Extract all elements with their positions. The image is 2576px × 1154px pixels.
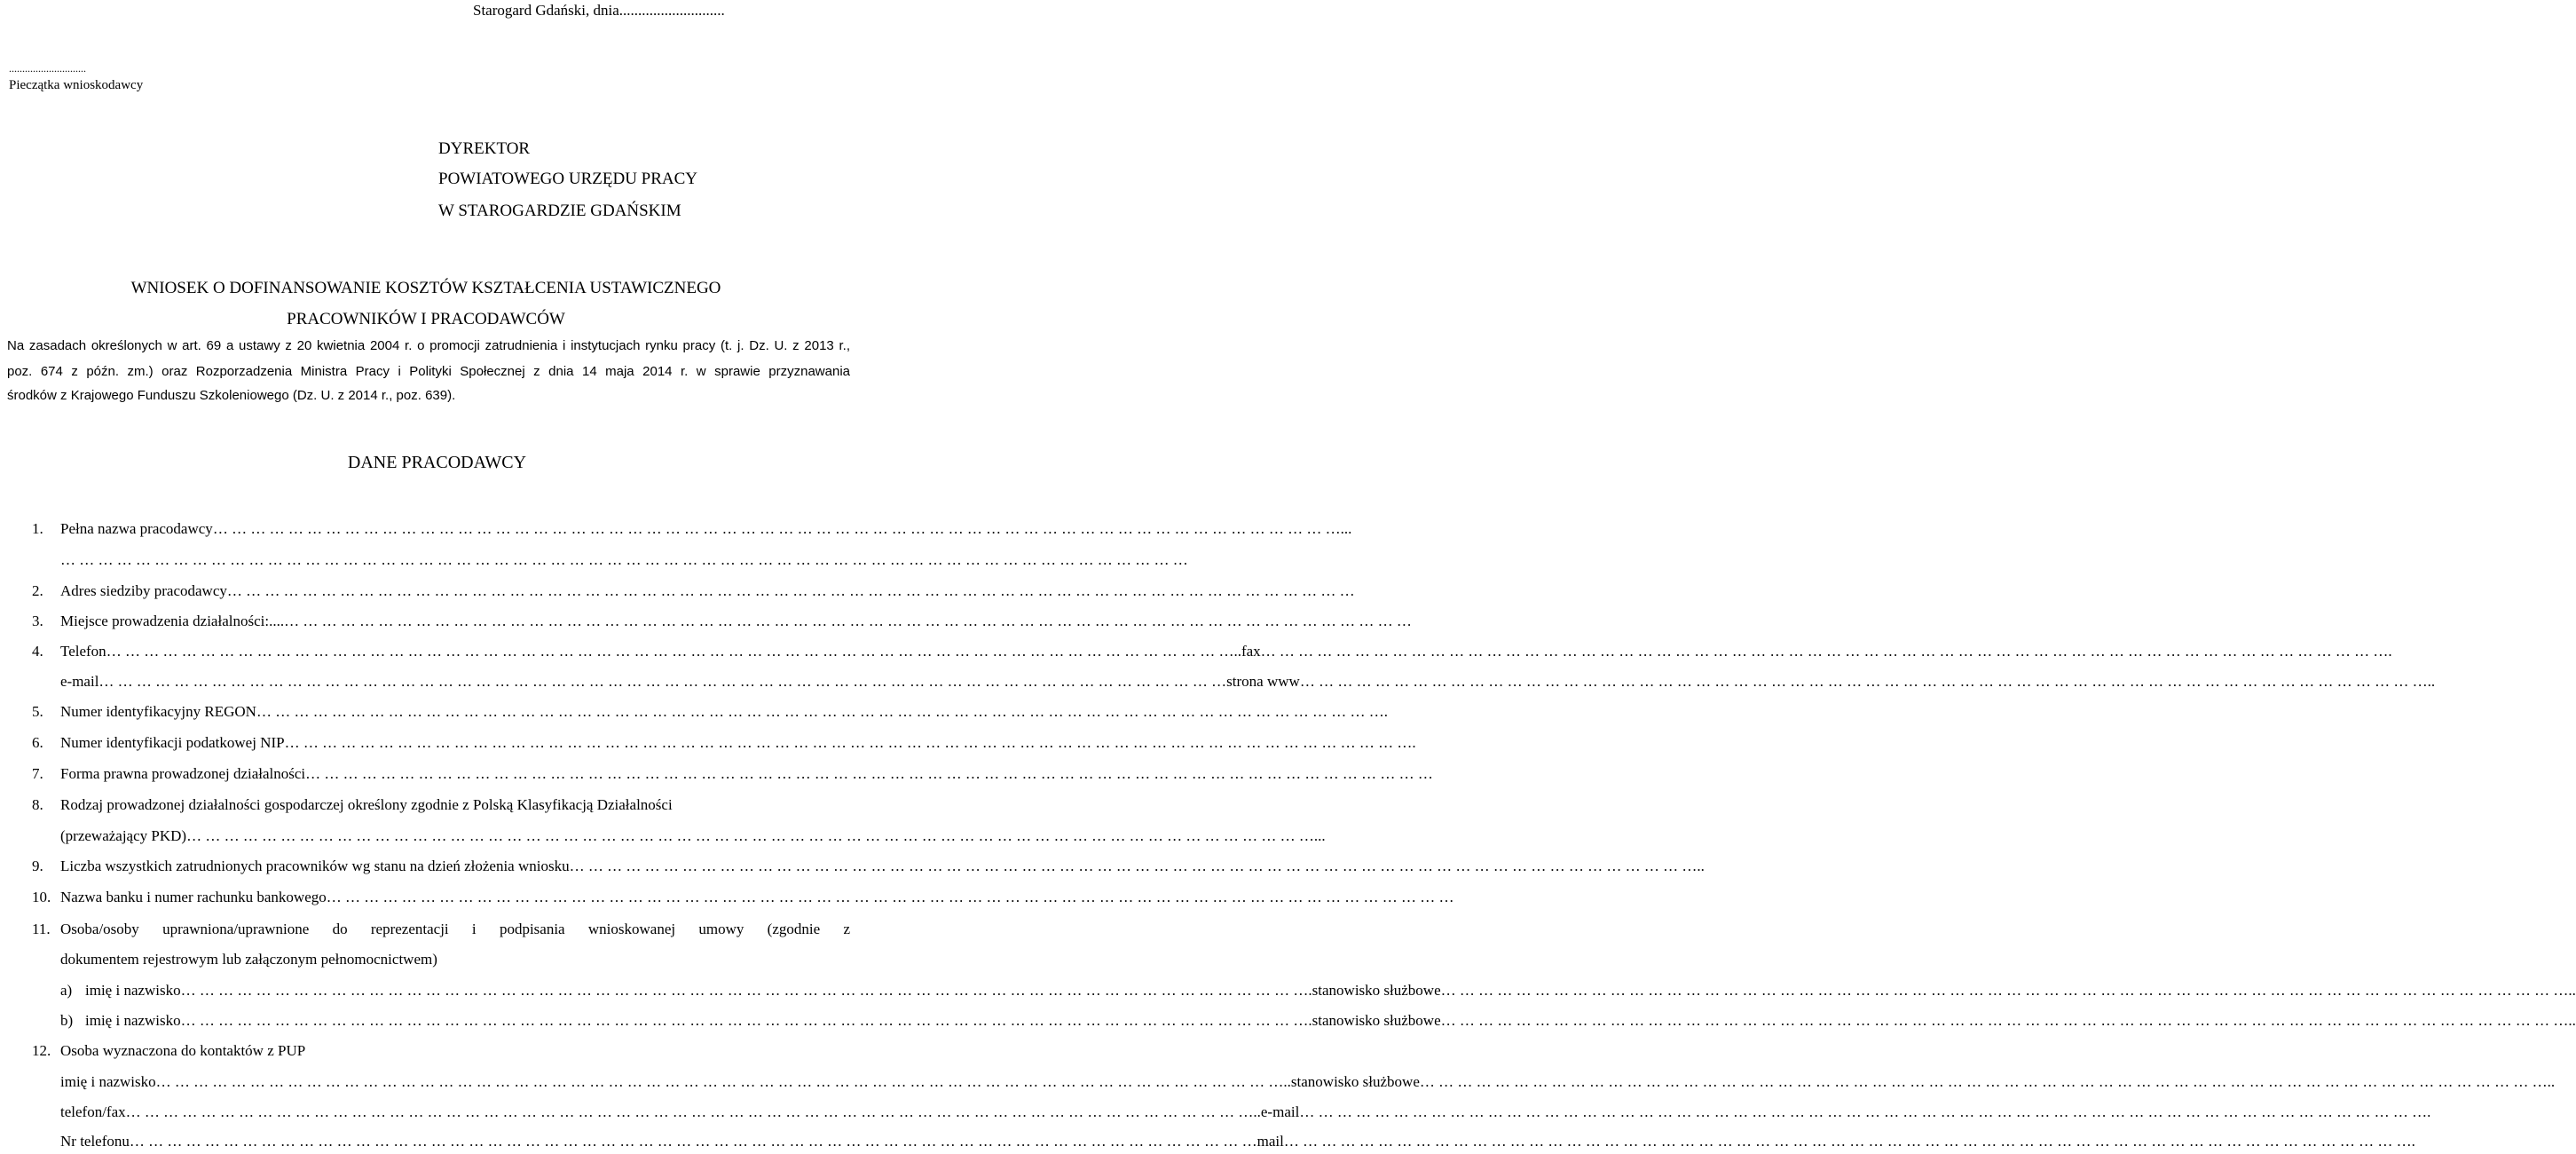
- addressee-line-3: W STAROGARDZIE GDAŃSKIM: [438, 202, 681, 220]
- field-legal-form[interactable]: [60, 765, 1433, 786]
- item-number-3: 3.: [32, 613, 43, 629]
- field-label-email: e-mail: [60, 673, 99, 690]
- field-end: ..: [2427, 673, 2436, 690]
- field-label-name: imię i nazwisko: [85, 1012, 181, 1029]
- field-label: (przeważający PKD): [60, 827, 187, 844]
- field-label-name: imię i nazwisko: [85, 982, 181, 999]
- field-employer-name-cont[interactable]: [60, 551, 1188, 573]
- fill-dots: … … … … … … … … … … … … … … … … … … … … … … … … … … … … … … … … … … … … … … … … … … … … … … … … … … … … … … … … … … … …: [1283, 1133, 2412, 1150]
- field-employee-count[interactable]: [60, 858, 1705, 879]
- field-label: Numer identyfikacji podatkowej NIP: [60, 734, 285, 751]
- field-end: ..: [2568, 982, 2576, 999]
- field-end: ..: [2547, 1073, 2556, 1090]
- list-marker-a: a): [60, 982, 73, 999]
- field-label: Miejsce prowadzenia działalności:....: [60, 613, 285, 629]
- fill-dots: … … … … … … … … … … … … … … … … … … … … … … … … … … … … … … … … … … … … … … … … … … … … … … … … … … … … … … … … … … … …: [284, 613, 1412, 629]
- field-label-phone-fax: telefon/fax: [60, 1103, 126, 1120]
- field-regon[interactable]: [60, 703, 1388, 724]
- fill-dots: … … … … … … … … … … … … … … … … … … … … … … … … … … … … … … … … … … … … … … … … … … … … … … … … … … … … … … … … … … … …: [226, 582, 1355, 599]
- field-label: Adres siedziby pracodawcy: [60, 582, 227, 599]
- stamp-label: Pieczątka wnioskodawcy: [9, 78, 144, 92]
- fill-dots: … … … … … … … … … … … … … … … … … … … … … … … … … … … … … … … … … … … … … … … … … … … … … … … … … … … … … … … … … … … …: [1260, 643, 2389, 660]
- field-end: .: [2411, 1133, 2415, 1150]
- list-marker-b: b): [60, 1012, 74, 1029]
- fill-dots: … … … … … … … … … … … … … … … … … … … … … … … … … … … … … … … … … … … … … … … … … … … … … … … … … … … … … … … … … … … …: [305, 765, 1433, 782]
- fill-dots: … … … … … … … … … … … … … … … … … … … … … … … … … … … … … … … … … … … … … … … … … … … … … … … … … … … … … … … … … … … …: [155, 1073, 1284, 1090]
- field-phone-fax[interactable]: [60, 643, 2392, 664]
- field-end: .: [1383, 703, 1388, 720]
- item-number-5: 5.: [32, 703, 43, 720]
- field-label-position: ..stanowisko służbowe: [1283, 1073, 1420, 1090]
- field-label-contact-person: Osoba wyznaczona do kontaktów z PUP: [60, 1042, 306, 1059]
- fill-dots: … … … … … … … … … … … … … … … … … … … … … … … … … … … … … … … … … … … … … … … … … … … … … … … … … … … … … … … … … … … …: [284, 734, 1413, 751]
- fill-dots: … … … … … … … … … … … … … … … … … … … … … … … … … … … … … … … … … … … … … … … … … … … … … … … … … … … … … … … … … … … …: [569, 858, 1698, 874]
- field-label-fax: ..fax: [1233, 643, 1261, 660]
- item-number-12: 12.: [32, 1042, 51, 1059]
- field-label: Numer identyfikacyjny REGON: [60, 703, 256, 720]
- field-business-location[interactable]: [60, 613, 1412, 634]
- field-label-www: strona www: [1226, 673, 1300, 690]
- field-label: Forma prawna prowadzonej działalności: [60, 765, 306, 782]
- place-and-date: Starogard Gdański, dnia............................: [473, 2, 725, 19]
- field-end: ..: [1697, 858, 1705, 874]
- fill-dots: … … … … … … … … … … … … … … … … … … … … … … … … … … … … … … … … … … … … … … … … … … … … … … … … … … … … … … … … … … … …: [129, 1133, 1257, 1150]
- field-bank-account[interactable]: [60, 889, 1454, 910]
- document-title-line-2: PRACOWNIKÓW I PRACODAWCÓW: [287, 310, 565, 328]
- field-label-email: ..e-mail: [1253, 1103, 1300, 1120]
- addressee-line-1: DYREKTOR: [438, 139, 531, 158]
- fill-dots: … … … … … … … … … … … … … … … … … … … … … … … … … … … … … … … … … … … … … … … … … … … … … … … … … … … … … … … … … … … …: [186, 827, 1314, 844]
- field-label-name: imię i nazwisko: [60, 1073, 156, 1090]
- section-title: DANE PRACODAWCY: [347, 453, 527, 472]
- item-number-11: 11.: [32, 921, 51, 937]
- addressee-line-2: POWIATOWEGO URZĘDU PRACY: [438, 170, 698, 188]
- field-end: .: [2427, 1103, 2431, 1120]
- field-label-phone-nr: Nr telefonu: [60, 1133, 130, 1150]
- item-number-2: 2.: [32, 582, 43, 599]
- field-label-pkd: Rodzaj prowadzonej działalności gospodarczej określony zgodnie z Polską Klasyfikacją Działalności: [60, 796, 673, 813]
- field-label-phone: Telefon: [60, 643, 106, 660]
- fill-dots: … … … … … … … … … … … … … … … … … … … … … … … … … … … … … … … … … … … … … … … … … … … … … … … … … … … … … … … … … … … …: [106, 643, 1234, 660]
- fill-dots: … … … … … … … … … … … … … … … … … … … … … … … … … … … … … … … … … … … … … … … … … … … … … … … … … … … … … … … … … … … …: [180, 982, 1309, 999]
- field-representative-a[interactable]: [85, 982, 2576, 1003]
- fill-dots: … … … … … … … … … … … … … … … … … … … … … … … … … … … … … … … … … … … … … … … … … … … … … … … … … … … … … … … … … … … …: [1419, 1073, 2548, 1090]
- fill-dots: … … … … … … … … … … … … … … … … … … … … … … … … … … … … … … … … … … … … … … … … … … … … … … … … … … … … … … … … … … … …: [125, 1103, 1254, 1120]
- item-number-8: 8.: [32, 796, 43, 813]
- fill-dots: … … … … … … … … … … … … … … … … … … … … … … … … … … … … … … … … … … … … … … … … … … … … … … … … … … … … … … … … … … … …: [1440, 1012, 2569, 1029]
- field-label: Nazwa banku i numer rachunku bankowego: [60, 889, 327, 905]
- fill-dots: … … … … … … … … … … … … … … … … … … … … … … … … … … … … … … … … … … … … … … … … … … … … … … … … … … … … … … … … … … … …: [180, 1012, 1309, 1029]
- field-contact-phone-email[interactable]: [60, 1103, 2431, 1125]
- field-label-position: .stanowisko służbowe: [1308, 982, 1441, 999]
- field-label: Liczba wszystkich zatrudnionych pracowników wg stanu na dzień złożenia wniosku: [60, 858, 570, 874]
- field-nip[interactable]: [60, 734, 1416, 755]
- item-number-1: 1.: [32, 520, 43, 537]
- field-label-representatives: Osoba/osoby uprawniona/uprawnione do reprezentacji i podpisania wnioskowanej umowy (zgodnie z: [60, 921, 850, 937]
- fill-dots: … … … … … … … … … … … … … … … … … … … … … … … … … … … … … … … … … … … … … … … … … … … … … … … … … … … … … … … … … … … …: [60, 551, 1188, 568]
- stamp-dots: .............................: [9, 62, 86, 75]
- field-contact-nr-mail[interactable]: [60, 1133, 2415, 1154]
- field-label: Pełna nazwa pracodawcy: [60, 520, 213, 537]
- legal-basis-line-2: poz. 674 z późn. zm.) oraz Rozporzadzenia Ministra Pracy i Polityki Społecznej z dnia 14 maja 2014 r. w sprawie przyznawania: [7, 364, 850, 379]
- fill-dots: … … … … … … … … … … … … … … … … … … … … … … … … … … … … … … … … … … … … … … … … … … … … … … … … … … … … … … … … … … … …: [256, 703, 1384, 720]
- fill-dots: … … … … … … … … … … … … … … … … … … … … … … … … … … … … … … … … … … … … … … … … … … … … … … … … … … … … … … … … … … … …: [1299, 1103, 2428, 1120]
- field-employer-name[interactable]: [60, 520, 1352, 541]
- field-pkd[interactable]: [60, 827, 1326, 849]
- field-end: ..: [2568, 1012, 2576, 1029]
- field-contact-name-position[interactable]: [60, 1073, 2556, 1095]
- fill-dots: … … … … … … … … … … … … … … … … … … … … … … … … … … … … … … … … … … … … … … … … … … … … … … … … … … … … … … … … … … … …: [98, 673, 1227, 690]
- item-number-9: 9.: [32, 858, 43, 874]
- fill-dots: … … … … … … … … … … … … … … … … … … … … … … … … … … … … … … … … … … … … … … … … … … … … … … … … … … … … … … … … … … … …: [212, 520, 1341, 537]
- legal-basis-line-1: Na zasadach określonych w art. 69 a ustawy z 20 kwietnia 2004 r. o promocji zatrudnienia i instytucjach rynku pracy (t. j. Dz. U. z 2013 r.,: [7, 338, 850, 353]
- field-email-www[interactable]: [60, 673, 2436, 694]
- field-label-mail: mail: [1256, 1133, 1284, 1150]
- field-label-position: .stanowisko służbowe: [1308, 1012, 1441, 1029]
- document-title-line-1: WNIOSEK O DOFINANSOWANIE KOSZTÓW KSZTAŁCENIA USTAWICZNEGO: [130, 279, 721, 297]
- field-end: .: [1412, 734, 1416, 751]
- legal-basis-line-3: środków z Krajowego Funduszu Szkoleniowego (Dz. U. z 2014 r., poz. 639).: [7, 388, 456, 403]
- fill-dots: … … … … … … … … … … … … … … … … … … … … … … … … … … … … … … … … … … … … … … … … … … … … … … … … … … … … … … … … … … … …: [326, 889, 1454, 905]
- item-number-6: 6.: [32, 734, 43, 751]
- field-employer-address[interactable]: [60, 582, 1355, 604]
- item-number-10: 10.: [32, 889, 51, 905]
- field-end: ...: [1313, 827, 1326, 844]
- field-representative-b[interactable]: [85, 1012, 2576, 1033]
- field-end: ...: [1340, 520, 1352, 537]
- fill-dots: … … … … … … … … … … … … … … … … … … … … … … … … … … … … … … … … … … … … … … … … … … … … … … … … … … … … … … … … … … … …: [1299, 673, 2428, 690]
- field-end: .: [2388, 643, 2392, 660]
- item-number-4: 4.: [32, 643, 43, 660]
- fill-dots: … … … … … … … … … … … … … … … … … … … … … … … … … … … … … … … … … … … … … … … … … … … … … … … … … … … … … … … … … … … …: [1440, 982, 2569, 999]
- field-label-representatives-cont: dokumentem rejestrowym lub załączonym pełnomocnictwem): [60, 951, 437, 968]
- item-number-7: 7.: [32, 765, 43, 782]
